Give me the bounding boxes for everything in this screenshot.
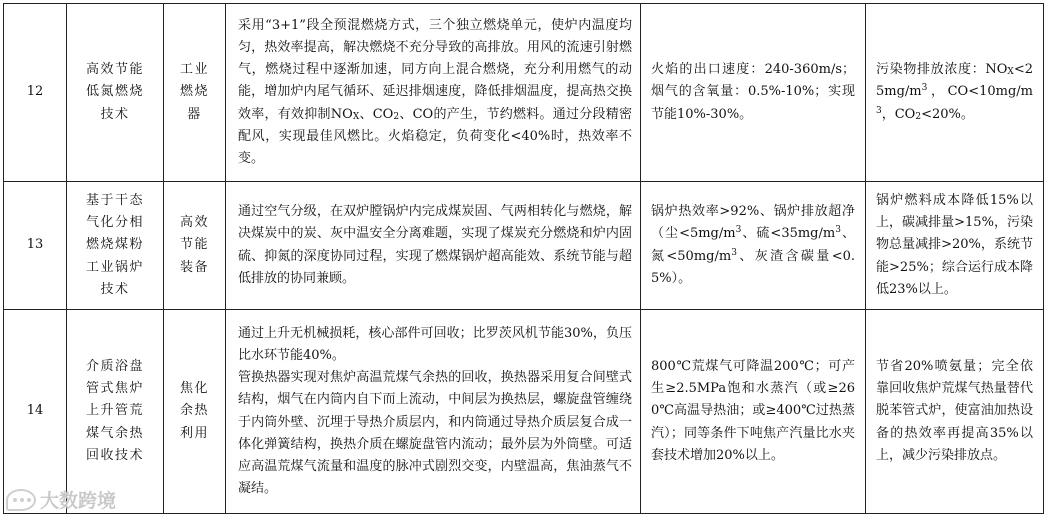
description-paragraph: 通过上升无机械损耗，核心部件可回收；比罗茨风机节能30%，负压比水环节能40%。 bbox=[238, 325, 632, 363]
technology-name: 高效节能低氮燃烧技术 bbox=[67, 4, 164, 182]
description-paragraph: 管换热器实现对焦炉高温荒煤气余热的回收，换热器采用复合间壁式结构，烟气在内筒内自下而上流动，中间层为换热层，螺旋盘管缠绕于内筒外壁、沉埋于导热介质层内，和内筒通过导热介质层复合成一体化弹簧结构，换热介质在螺旋盘管内流动；最外层为外筒壁。可适应高温荒煤气流量和温度的脉冲式剧烈交变，内壁温高，焦油蒸气不凝结。 bbox=[238, 370, 632, 497]
table-row bbox=[4, 182, 1044, 310]
watermark bbox=[6, 486, 116, 513]
technology-description bbox=[226, 310, 641, 514]
technology-benefits: 锅炉燃料成本降低15%以上，碳减排量>15%，污染物总量减排>20%，系统节能>25%；综合运行成本降低23%以上。 bbox=[866, 182, 1044, 310]
technology-parameters: 火焰的出口速度：240-360m/s；烟气的含氧量：0.5%-10%；实现节能10%-30%。 bbox=[641, 4, 866, 182]
technology-parameters: 锅炉热效率>92%、锅炉排放超净（尘$<5mg/m^3$、硫$<35mg/m^3$、氮$<50mg/m^3$、灰渣含碳量<0.5%）。 bbox=[641, 182, 866, 310]
watermark-text: 大数跨境 bbox=[40, 490, 117, 512]
technology-description: 通过空气分级，在双炉膛锅炉内完成煤炭固、气两相转化与燃烧，解决煤炭中的炭、灰中温安全分离难题，实现了煤炭充分燃烧和炉内固硫、抑氮的深度协同过程，实现了燃煤锅炉超高能效、系统节能与超低排放的协同兼顾。 bbox=[226, 182, 641, 310]
technology-category: 焦化余热利用 bbox=[164, 310, 226, 514]
technology-name: 基于干态气化分相燃烧煤粉工业锅炉技术 bbox=[67, 182, 164, 310]
technology-category: 高效节能装备 bbox=[164, 182, 226, 310]
row-number: 13 bbox=[4, 182, 67, 310]
technology-category: 工业燃烧器 bbox=[164, 4, 226, 182]
row-number: 12 bbox=[4, 4, 67, 182]
technology-parameters: 800℃荒煤气可降温200℃；可产生≥2.5MPa饱和水蒸汽（或≥260℃高温导热油；或≥400℃过热蒸汽）；同等条件下吨焦产汽量比水夹套技术增加20%以上。 bbox=[641, 310, 866, 514]
table-row bbox=[4, 310, 1044, 514]
technology-table bbox=[3, 3, 1044, 514]
technology-benefits: 节省20%喷氨量；完全依靠回收焦炉荒煤气热量替代脱苯管式炉，使富油加热设备的热效率再提高35%以上，减少污染排放点。 bbox=[866, 310, 1044, 514]
table-row bbox=[4, 4, 1044, 182]
row-number: 14 bbox=[4, 310, 67, 514]
chat-bubble-logo-icon bbox=[6, 489, 36, 511]
technology-description: 采用“3+1”段全预混燃烧方式，三个独立燃烧单元，使炉内温度均匀，热效率提高，解决燃烧不充分导致的高排放。用风的流速引射燃气，燃烧过程中逐渐加速，同方向上混合燃烧，充分利用燃气的动能，增加炉内尾气循环、延迟排烟速度，降低排烟温度，提高热交换效率，有效抑制NOX、CO2、CO的产生，节约燃料。通过分段精密配风，实现最佳风燃比。火焰稳定，负荷变化<40%时，热效率不变。 bbox=[226, 4, 641, 182]
technology-benefits: 污染物排放浓度：$NOX<25mg/m^3$，$CO<10mg/m^3$，CO2<20%。 bbox=[866, 4, 1044, 182]
technology-name: 介质浴盘管式焦炉上升管荒煤气余热回收技术 bbox=[67, 310, 164, 514]
